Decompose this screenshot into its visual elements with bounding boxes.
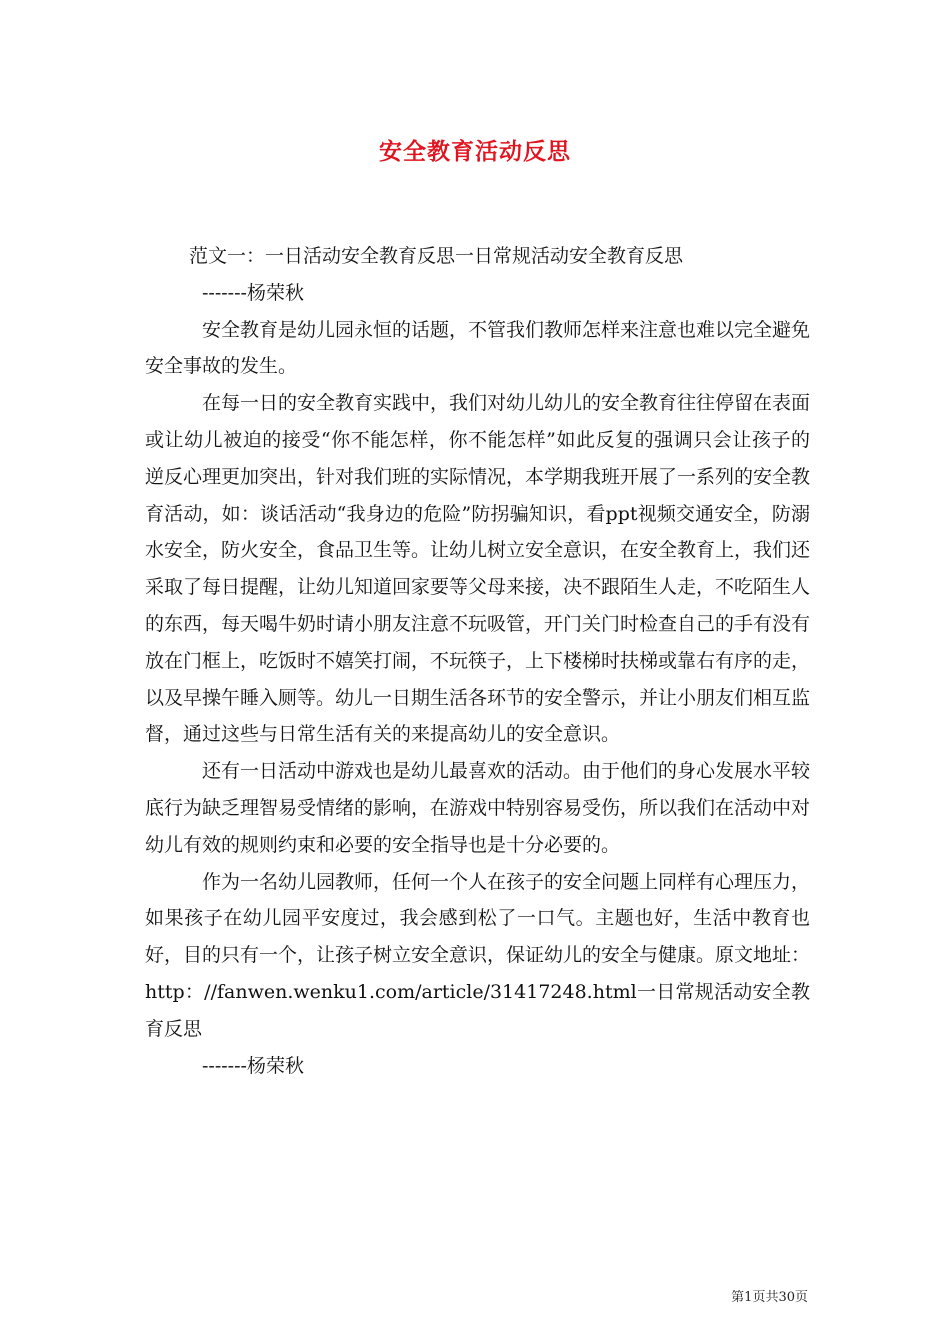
- page-number: 第1页共30页: [731, 1290, 808, 1305]
- document-title: 安全教育活动反思: [379, 138, 571, 165]
- author-byline: -------杨荣秋: [202, 281, 304, 304]
- author-byline-end: -------杨荣秋: [202, 1054, 304, 1077]
- paragraph-2: 在每一日的安全教育实践中，我们对幼儿幼儿的安全教育往往停留在表面或让幼儿被迫的接受“你不能怎样，你不能怎样”如此反复的强调只会让孩子的逆反心理更加突出，针对我们班的实际情况，本学期我班开展了一系列的安全教育活动，如：谈话活动“我身边的危险”防拐骗知识，看ppt视频交通安全，防溺水安全，防火安全，食品卫生等。让幼儿树立安全意识，在安全教育上，我们还采取了每日提醒，让幼儿知道回家要等父母来接，决不跟陌生人走，不吃陌生人的东西，每天喝牛奶时请小朋友注意不玩吸管，开门关门时检查自己的手有没有放在门框上，吃饭时不嬉笑打闹，不玩筷子，上下楼梯时扶梯或靠右有序的走，以及早操午睡入厕等。幼儿一日期生活各环节的安全警示，并让小朋友们相互监督，通过这些与日常生活有关的来提高幼儿的安全意识。: [145, 392, 811, 746]
- paragraph-4: 作为一名幼儿园教师，任何一个人在孩子的安全问题上同样有心理压力，如果孩子在幼儿园平安度过，我会感到松了一口气。主题也好，生活中教育也好，目的只有一个，让孩子树立安全意识，保证幼儿的安全与健康。原文地址：http：//fanwen.wenku1.com/article/31417248.html一日常规活动安全教育反思: [145, 870, 811, 1040]
- paragraph-1: 安全教育是幼儿园永恒的话题，不管我们教师怎样来注意也难以完全避免安全事故的发生。: [145, 318, 811, 378]
- document-body: [145, 238, 810, 1084]
- paragraph-3: 还有一日活动中游戏也是幼儿最喜欢的活动。由于他们的身心发展水平较底行为缺乏理智易受情绪的影响，在游戏中特别容易受伤，所以我们在活动中对幼儿有效的规则约束和必要的安全指导也是十分必要的。: [145, 760, 811, 856]
- document-subtitle: 范文一：一日活动安全教育反思一日常规活动安全教育反思: [189, 245, 684, 267]
